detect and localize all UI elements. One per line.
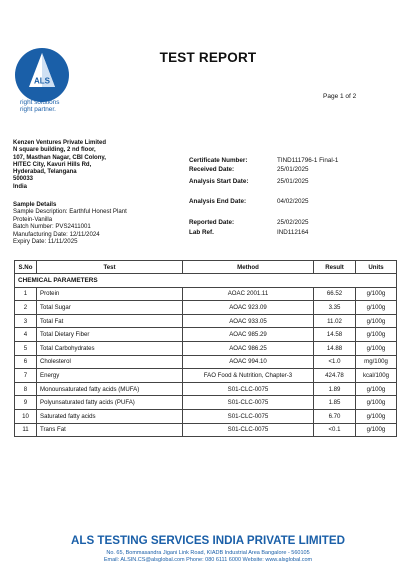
cell-test: Trans Fat bbox=[37, 423, 183, 437]
header-sno: S.No bbox=[15, 261, 37, 274]
cell-test: Saturated fatty acids bbox=[37, 409, 183, 423]
footer-contact: Email: ALSIN.CS@alsglobal.com Phone: 080 6111 6000 Website: www.alsglobal.com bbox=[103, 557, 313, 563]
cell-sno: 3 bbox=[15, 314, 37, 328]
cell-units: g/100g bbox=[356, 301, 397, 315]
cell-result: <1.0 bbox=[314, 355, 356, 369]
cell-test: Cholesterol bbox=[37, 355, 183, 369]
results-table bbox=[14, 260, 397, 437]
info-value: 25/01/2025 bbox=[277, 178, 309, 185]
page-number: Page 1 of 2 bbox=[323, 93, 357, 100]
cell-units: g/100g bbox=[356, 409, 397, 423]
cell-test: Polyunsaturated fatty acids (PUFA) bbox=[37, 396, 183, 410]
cell-result: 1.85 bbox=[314, 396, 356, 410]
cell-result: <0.1 bbox=[314, 423, 356, 437]
cell-test: Total Sugar bbox=[37, 301, 183, 315]
address-line: HITEC City, Kavuri Hills Rd, bbox=[13, 161, 92, 168]
cell-units: g/100g bbox=[356, 396, 397, 410]
table-row bbox=[15, 287, 397, 301]
cell-test: Energy bbox=[37, 369, 183, 383]
cell-method: AOAC 933.05 bbox=[183, 314, 314, 328]
footer-address: No. 65, Bommasandra Jigani Link Road, KIADB Industrial Area Bangalore - 560105 bbox=[106, 550, 310, 556]
cell-method: AOAC 994.10 bbox=[183, 355, 314, 369]
info-label: Reported Date: bbox=[189, 219, 235, 226]
cell-sno: 7 bbox=[15, 369, 37, 383]
cell-test: Protein bbox=[37, 287, 183, 301]
cell-units: mg/100g bbox=[356, 355, 397, 369]
sample-line: Manufacturing Date: 12/11/2024 bbox=[13, 230, 100, 238]
info-label: Received Date: bbox=[189, 166, 235, 173]
cell-sno: 10 bbox=[15, 409, 37, 423]
address-line: Hyderabad, Telangana bbox=[13, 169, 77, 176]
cell-method: S01-CLC-0075 bbox=[183, 382, 314, 396]
cell-units: g/100g bbox=[356, 423, 397, 437]
info-value: TIND111796-1 Final-1 bbox=[277, 157, 339, 164]
tagline-line2: right partner. bbox=[20, 106, 56, 113]
info-label: Analysis End Date: bbox=[189, 198, 247, 205]
address-line: 500033 bbox=[13, 176, 34, 183]
table-row bbox=[15, 369, 397, 383]
info-value: 25/01/2025 bbox=[277, 166, 309, 173]
info-label: Analysis Start Date: bbox=[189, 178, 249, 185]
header-result: Result bbox=[314, 261, 356, 274]
cell-result: 11.02 bbox=[314, 314, 356, 328]
sample-details bbox=[13, 201, 127, 245]
cell-result: 3.35 bbox=[314, 301, 356, 315]
address-line: N square building, 2 nd floor, bbox=[13, 147, 96, 154]
header-test: Test bbox=[37, 261, 183, 274]
cell-result: 66.52 bbox=[314, 287, 356, 301]
address-line: 107, Masthan Nagar, CBI Colony, bbox=[13, 154, 106, 161]
cell-units: kcal/100g bbox=[356, 369, 397, 383]
cell-units: g/100g bbox=[356, 314, 397, 328]
table-row bbox=[15, 409, 397, 423]
page-title: TEST REPORT bbox=[159, 50, 257, 65]
cell-sno: 8 bbox=[15, 382, 37, 396]
cell-test: Total Fat bbox=[37, 314, 183, 328]
address-line: India bbox=[13, 183, 28, 190]
sample-line: Sample Description: Earthful Honest Plant bbox=[13, 208, 127, 216]
table-row bbox=[15, 341, 397, 355]
cell-units: g/100g bbox=[356, 341, 397, 355]
info-value: 04/02/2025 bbox=[277, 198, 309, 205]
table-row bbox=[15, 382, 397, 396]
info-value: IND112164 bbox=[277, 229, 309, 236]
cell-sno: 9 bbox=[15, 396, 37, 410]
footer-company: ALS TESTING SERVICES INDIA PRIVATE LIMITED bbox=[71, 534, 345, 547]
cell-method: S01-CLC-0075 bbox=[183, 409, 314, 423]
table-header-row bbox=[15, 261, 397, 274]
cell-method: AOAC 2001.11 bbox=[183, 287, 314, 301]
cell-result: 14.58 bbox=[314, 328, 356, 342]
cell-test: Monounsaturated fatty acids (MUFA) bbox=[37, 382, 183, 396]
section-row bbox=[15, 274, 397, 288]
cell-sno: 1 bbox=[15, 287, 37, 301]
cell-method: FAO Food & Nutrition, Chapter-3 bbox=[183, 369, 314, 383]
info-value: 25/02/2025 bbox=[277, 219, 309, 226]
table-row bbox=[15, 314, 397, 328]
table-row bbox=[15, 328, 397, 342]
cell-result: 424.78 bbox=[314, 369, 356, 383]
cell-sno: 4 bbox=[15, 328, 37, 342]
cell-method: AOAC 985.29 bbox=[183, 328, 314, 342]
table-row bbox=[15, 301, 397, 315]
cell-test: Total Carbohydrates bbox=[37, 341, 183, 355]
table-row bbox=[15, 396, 397, 410]
cell-result: 6.70 bbox=[314, 409, 356, 423]
sample-line: Batch Number: PVS2411001 bbox=[13, 223, 91, 231]
tagline-line1: right solutions bbox=[20, 99, 60, 106]
customer-address bbox=[13, 140, 106, 191]
table-row bbox=[15, 355, 397, 369]
info-label: Certificate Number: bbox=[189, 157, 248, 164]
sample-line: Expiry Date: 11/11/2025 bbox=[13, 238, 78, 246]
cell-sno: 5 bbox=[15, 341, 37, 355]
table-row bbox=[15, 423, 397, 437]
cell-units: g/100g bbox=[356, 382, 397, 396]
cell-method: AOAC 986.25 bbox=[183, 341, 314, 355]
cell-sno: 11 bbox=[15, 423, 37, 437]
section-title: CHEMICAL PARAMETERS bbox=[15, 274, 397, 288]
cell-result: 1.89 bbox=[314, 382, 356, 396]
cell-units: g/100g bbox=[356, 287, 397, 301]
header-units: Units bbox=[356, 261, 397, 274]
sample-heading: Sample Details bbox=[13, 201, 57, 208]
cell-result: 14.88 bbox=[314, 341, 356, 355]
cell-sno: 2 bbox=[15, 301, 37, 315]
info-label: Lab Ref. bbox=[189, 229, 214, 236]
cell-method: S01-CLC-0075 bbox=[183, 423, 314, 437]
cell-sno: 6 bbox=[15, 355, 37, 369]
cell-method: S01-CLC-0075 bbox=[183, 396, 314, 410]
address-line: Kenzen Ventures Private Limited bbox=[13, 140, 107, 146]
cell-method: AOAC 923.09 bbox=[183, 301, 314, 315]
logo-text: ALS bbox=[34, 76, 50, 86]
cell-units: g/100g bbox=[356, 328, 397, 342]
header-method: Method bbox=[183, 261, 314, 274]
cell-test: Total Dietary Fiber bbox=[37, 328, 183, 342]
sample-line: Protein-Vanilla bbox=[13, 215, 53, 223]
